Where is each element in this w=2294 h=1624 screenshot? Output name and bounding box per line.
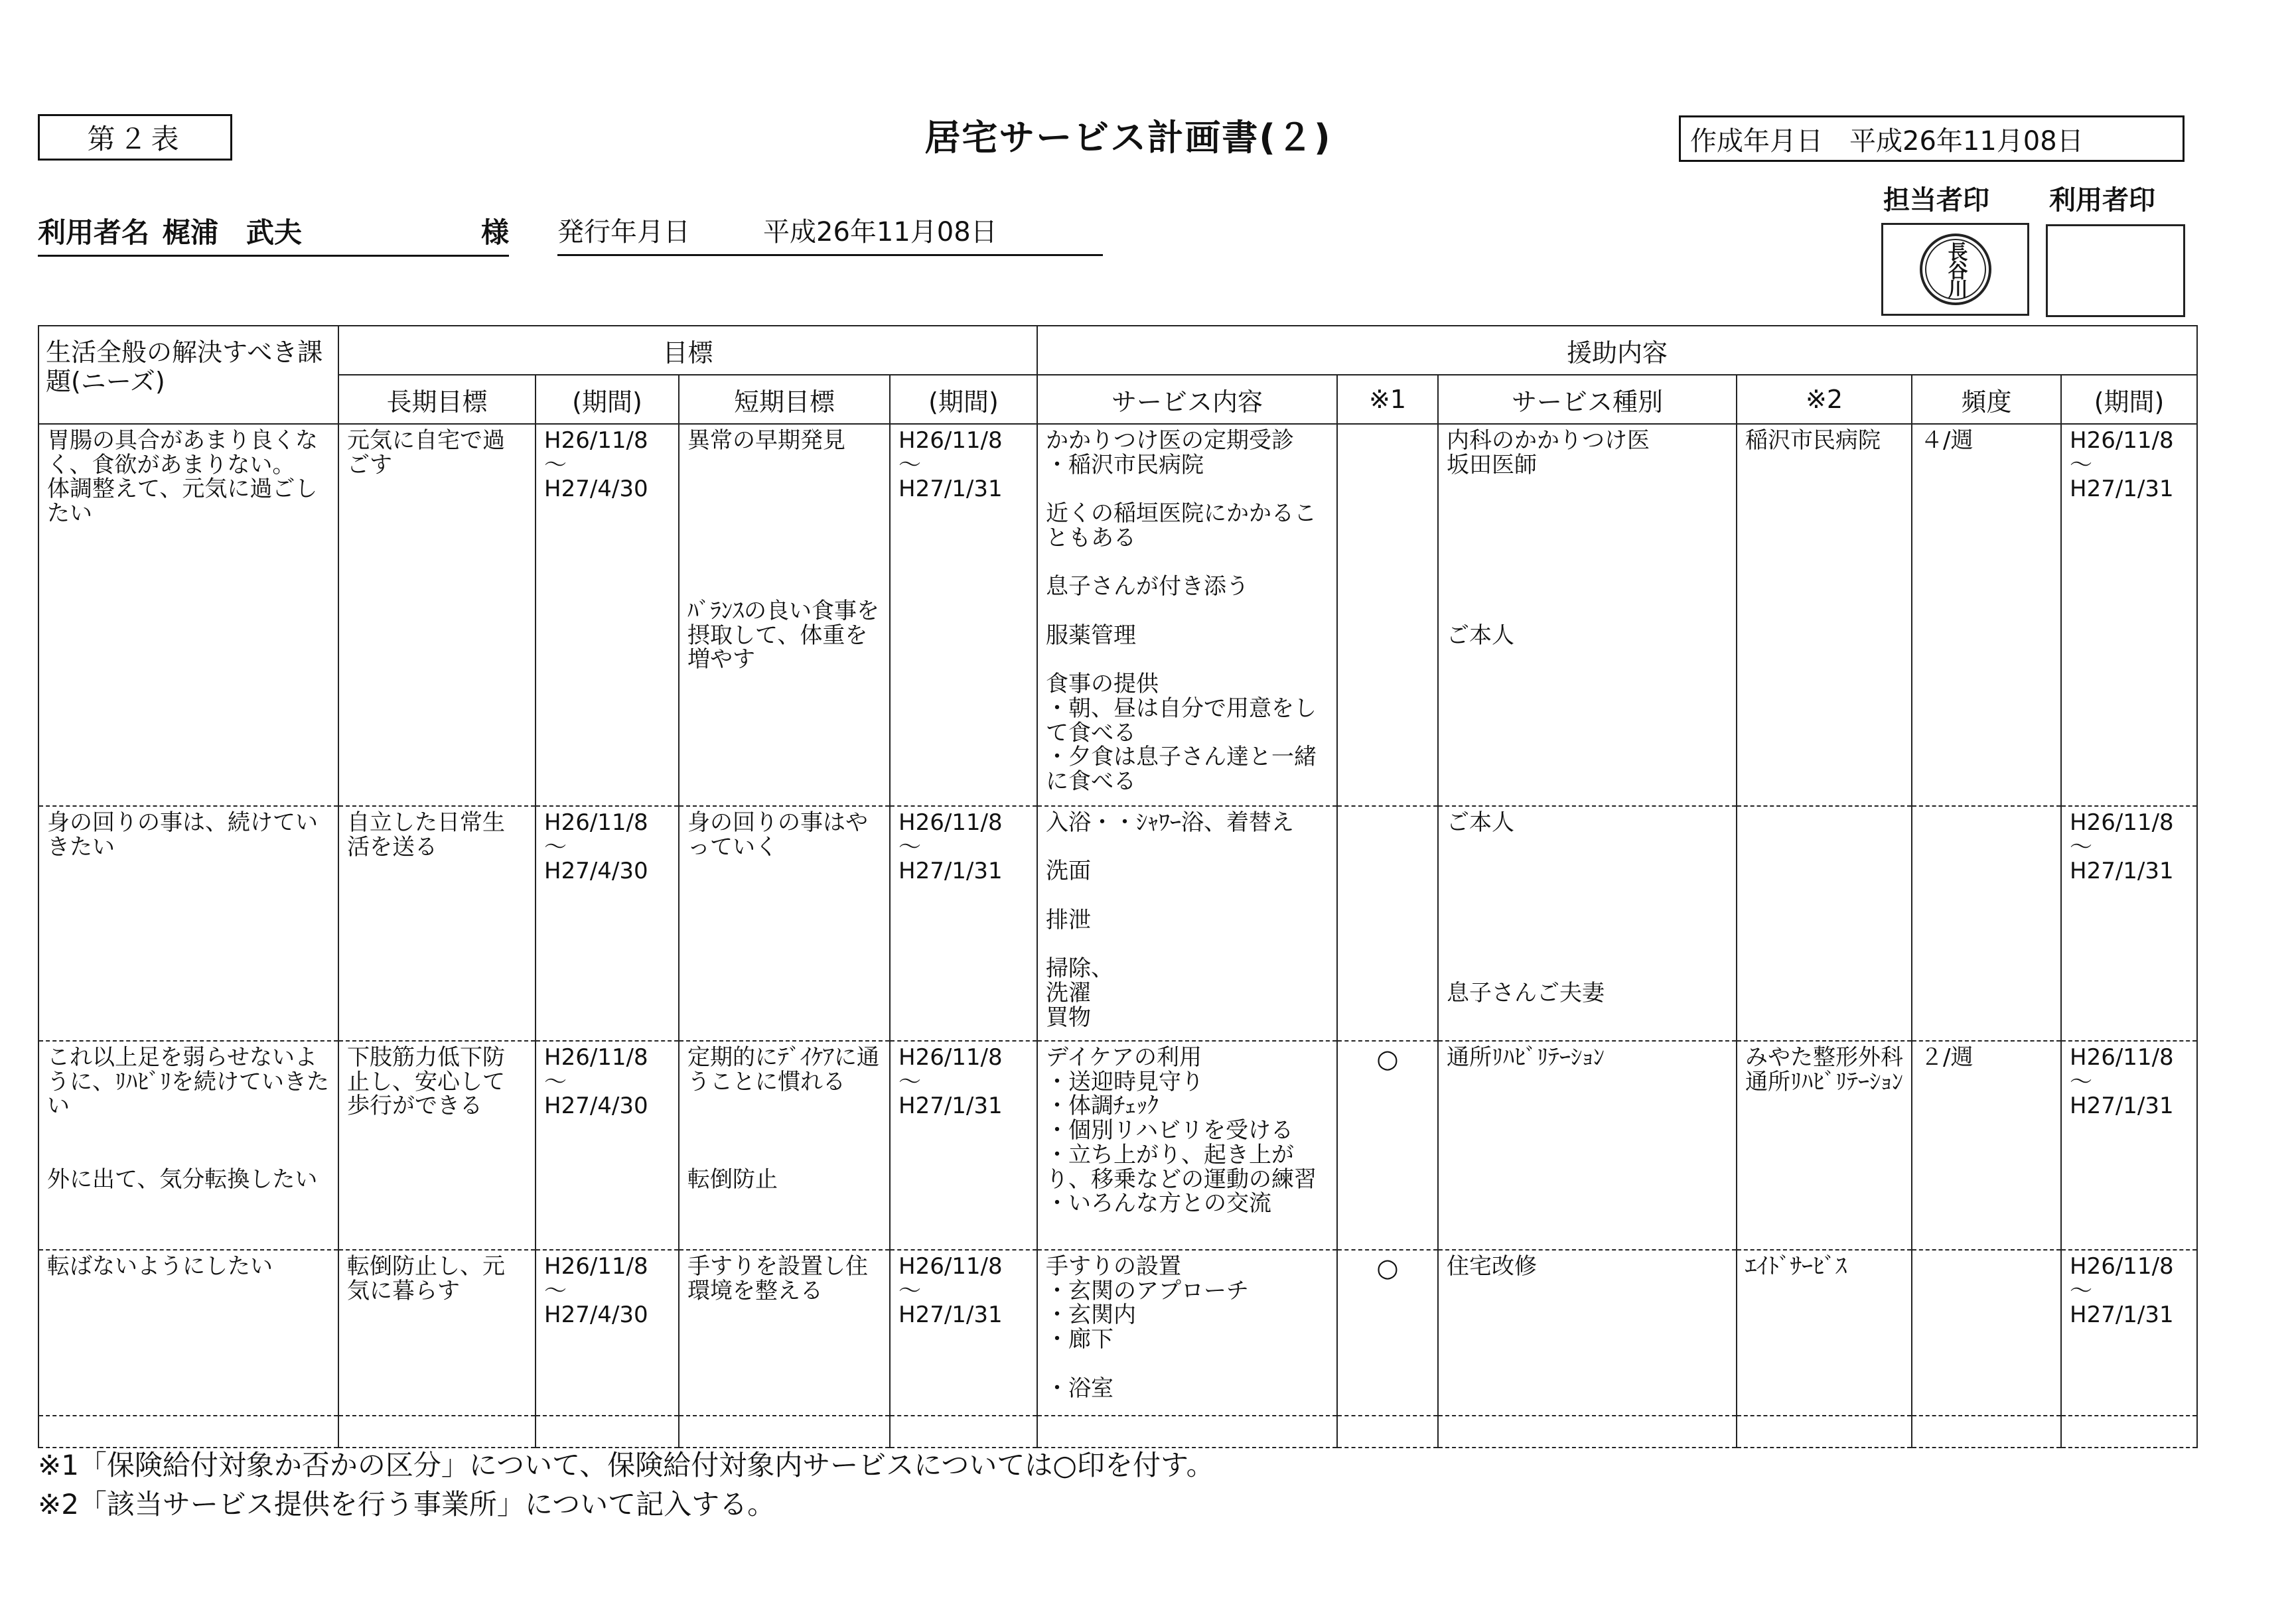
empty-cell [2061,1416,2197,1448]
created-date-value: 平成26年11月08日 [1849,125,2084,157]
support-header: 援助内容 [1037,326,2197,375]
issue-date-label: 発行年月日 [557,217,690,247]
insurance-mark-cell: ○ [1337,1250,1438,1416]
empty-cell [679,1416,890,1448]
manager-stamp-box [1881,223,2029,316]
period-cell: H26/11/8 ～ H27/1/31 [2061,806,2197,1041]
service-type-header: サービス種別 [1438,375,1737,424]
table-row [38,424,2197,806]
user-stamp-box [2046,224,2185,317]
short-period-cell: H26/11/8 ～ H27/1/31 [890,424,1037,806]
long-goal-cell: 元気に自宅で過ごす [338,424,536,806]
insurance-mark-cell [1337,806,1438,1041]
service-type-cell: 通所ﾘﾊﾋﾞﾘﾃｰｼｮﾝ [1438,1041,1737,1250]
short-goal-cell: 身の回りの事はやっていく [679,806,890,1041]
user-name-line [38,211,509,257]
frequency-cell [1912,806,2061,1041]
seal-text: 長谷川 [1944,241,1968,297]
issue-date-value: 平成26年11月08日 [763,217,997,247]
long-goal-header: 長期目標 [338,375,536,424]
needs-cell: 胃腸の具合があまり良くなく、食欲があまりない。 体調整えて、元気に過ごしたい [38,424,338,806]
table-row [38,1041,2197,1250]
period-header: (期間) [2061,375,2197,424]
user-name-label: 利用者名 [38,216,150,249]
short-goal-cell: 定期的にﾃﾞｲｹｱに通うことに慣れる 転倒防止 [679,1041,890,1250]
personal-seal-icon [1920,234,1991,305]
service-content-cell: 入浴・・ｼｬﾜｰ浴、着替え 洗面 排泄 掃除、 洗濯 買物 [1037,806,1337,1041]
user-name-value: 梶浦 武夫 [163,216,303,249]
empty-cell [1737,1416,1912,1448]
empty-cell [536,1416,679,1448]
service-content-cell: 手すりの設置 ・玄関のアプローチ ・玄関内 ・廊下 ・浴室 [1037,1250,1337,1416]
empty-cell [338,1416,536,1448]
short-period-header: (期間) [890,375,1037,424]
form-number-label: 第２表 [38,114,232,161]
service-content-cell: かかりつけ医の定期受診 ・稲沢市民病院 近くの稲垣医院にかかることもある 息子さんが付き添う 服薬管理 食事の提供 ・朝、昼は自分で用意をして食べる ・夕食は息子さん達と一緒に食べる [1037,424,1337,806]
empty-cell [1337,1416,1438,1448]
created-date-box [1679,115,2185,162]
empty-cell [890,1416,1037,1448]
table-row [38,1250,2197,1416]
empty-table-row [38,1416,2197,1448]
short-period-cell: H26/11/8 ～ H27/1/31 [890,806,1037,1041]
insurance-mark-cell [1337,424,1438,806]
provider-cell [1737,806,1912,1041]
period-cell: H26/11/8 ～ H27/1/31 [2061,1041,2197,1250]
honorific: 様 [480,216,509,249]
empty-cell [38,1416,338,1448]
long-goal-cell: 下肢筋力低下防止し、安心して歩行ができる [338,1041,536,1250]
long-period-cell: H26/11/8 ～ H27/4/30 [536,806,679,1041]
period-cell: H26/11/8 ～ H27/1/31 [2061,1250,2197,1416]
long-period-cell: H26/11/8 ～ H27/4/30 [536,1041,679,1250]
group-header-row [38,326,2197,375]
created-date-label: 作成年月日 [1690,125,1823,157]
long-period-header: (期間) [536,375,679,424]
service-type-cell: 内科のかかりつけ医 坂田医師 ご本人 [1438,424,1737,806]
user-stamp-label: 利用者印 [2049,185,2155,216]
goals-header: 目標 [338,326,1037,375]
table-row [38,806,2197,1041]
service-content-cell: デイケアの利用 ・送迎時見守り ・体調ﾁｪｯｸ ・個別リハビリを受ける ・立ち上がり、起き上がり、移乗などの運動の練習 ・いろんな方との交流 [1037,1041,1337,1250]
frequency-cell [1912,1250,2061,1416]
frequency-cell: ４/週 [1912,424,2061,806]
note2-header: ※2 [1737,375,1912,424]
footnotes [38,1446,1214,1524]
short-goal-cell: 手すりを設置し住環境を整える [679,1250,890,1416]
empty-cell [1912,1416,2061,1448]
provider-cell: ｴｲﾄﾞｻｰﾋﾞｽ [1737,1250,1912,1416]
document-title: 居宅サービス計画書(２) [924,117,1332,159]
manager-stamp-label: 担当者印 [1883,185,1989,216]
provider-cell: 稲沢市民病院 [1737,424,1912,806]
short-period-cell: H26/11/8 ～ H27/1/31 [890,1250,1037,1416]
short-goal-cell: 異常の早期発見 ﾊﾞﾗﾝｽの良い食事を摂取して、体重を増やす [679,424,890,806]
empty-cell [1438,1416,1737,1448]
long-goal-cell: 転倒防止し、元気に暮らす [338,1250,536,1416]
service-content-header: サービス内容 [1037,375,1337,424]
insurance-mark-cell: ○ [1337,1041,1438,1250]
care-plan-table [38,325,2198,1448]
provider-cell: みやた整形外科通所ﾘﾊﾋﾞﾘﾃｰｼｮﾝ [1737,1041,1912,1250]
frequency-header: 頻度 [1912,375,2061,424]
long-period-cell: H26/11/8 ～ H27/4/30 [536,1250,679,1416]
footnote-1: ※1「保険給付対象か否かの区分」について、保険給付対象内サービスについては○印を付す。 [38,1449,1214,1481]
note1-header: ※1 [1337,375,1438,424]
short-goal-header: 短期目標 [679,375,890,424]
service-type-cell: ご本人 息子さんご夫妻 [1438,806,1737,1041]
long-goal-cell: 自立した日常生活を送る [338,806,536,1041]
issue-date-line [557,211,1103,256]
needs-cell: 身の回りの事は、続けていきたい [38,806,338,1041]
empty-cell [1037,1416,1337,1448]
frequency-cell: ２/週 [1912,1041,2061,1250]
long-period-cell: H26/11/8 ～ H27/4/30 [536,424,679,806]
period-cell: H26/11/8 ～ H27/1/31 [2061,424,2197,806]
column-header-row [38,375,2197,424]
needs-header: 生活全般の解決すべき課題(ニーズ) [38,326,338,424]
needs-cell: 転ばないようにしたい [38,1250,338,1416]
service-type-cell: 住宅改修 [1438,1250,1737,1416]
footnote-2: ※2「該当サービス提供を行う事業所」について記入する。 [38,1487,776,1521]
needs-cell: これ以上足を弱らせないように、ﾘﾊﾋﾞﾘを続けていきたい 外に出て、気分転換したい [38,1041,338,1250]
short-period-cell: H26/11/8 ～ H27/1/31 [890,1041,1037,1250]
